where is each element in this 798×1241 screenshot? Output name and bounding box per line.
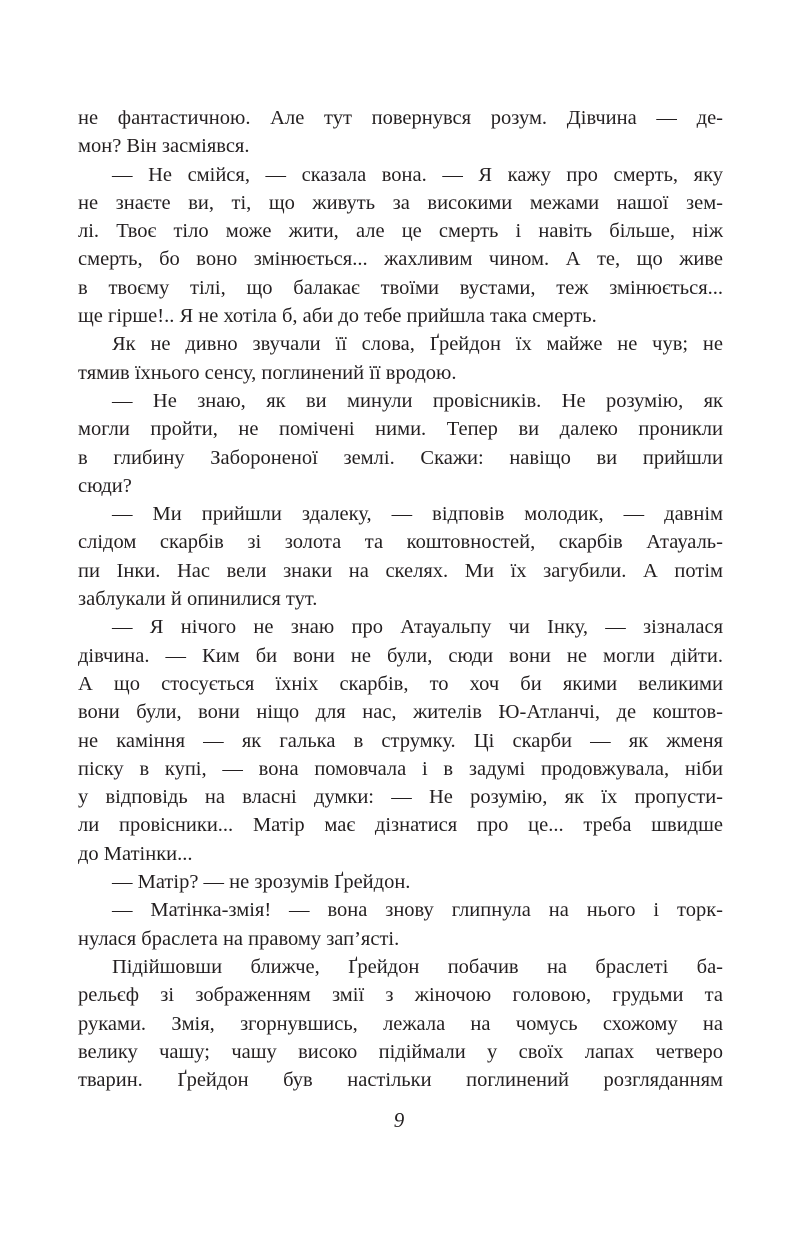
- text-line: тварин. Ґрейдон був настільки поглинений розгляданням: [78, 1069, 723, 1092]
- text-line: сюди?: [78, 474, 132, 497]
- text-line: піску в купі, — вона помовчала і в задумі продовжувала, ніби: [78, 757, 723, 780]
- paragraph: [78, 330, 723, 387]
- text-line: нулася браслета на правому зап’ясті.: [78, 927, 400, 950]
- text-line: могли пройти, не помічені ними. Тепер ви далеко проникли: [78, 418, 723, 441]
- text-line: руками. Змія, згорнувшись, лежала на чомусь схожому на: [78, 1012, 723, 1035]
- text-line: до Матінки...: [78, 842, 193, 865]
- page-number: 9: [393, 1108, 405, 1132]
- paragraph: [78, 896, 723, 953]
- text-line: не знаєте ви, ті, що живуть за високими межами нашої зем-: [78, 191, 723, 214]
- text-line: ще гірше!.. Я не хотіла б, аби до тебе прийшла така смерть.: [78, 305, 597, 328]
- text-line: пи Інки. Нас вели знаки на скелях. Ми їх загубили. А потім: [78, 559, 723, 582]
- text-line: мон? Він засміявся.: [78, 135, 250, 158]
- text-line: Підійшовши ближче, Ґрейдон побачив на браслеті ба-: [112, 955, 723, 978]
- text-line: лі. Твоє тіло може жити, але це смерть і навіть більше, ніж: [78, 220, 723, 243]
- paragraph: [78, 953, 723, 1094]
- text-line: не каміння — як галька в струмку. Ці скарби — як жменя: [78, 729, 723, 752]
- text-line: ли провісники... Матір має дізнатися про це... треба швидше: [78, 814, 723, 837]
- text-line: — Ми прийшли здалеку, — відповів молодик, — давнім: [112, 503, 723, 526]
- text-line: А що стосується їхніх скарбів, то хоч би якими великими: [78, 672, 723, 695]
- text-line: в твоєму тілі, що балакає твоїми вустами, теж змінюється...: [78, 276, 723, 299]
- text-line: дівчина. — Ким би вони не були, сюди вони не могли дійти.: [78, 644, 723, 667]
- paragraph: [78, 161, 723, 331]
- page-body-text: [78, 104, 723, 1094]
- text-line: — Матінка-змія! — вона знову глипнула на нього і торк-: [112, 899, 723, 922]
- text-line: — Матір? — не зрозумів Ґрейдон.: [112, 871, 411, 894]
- paragraph: [78, 613, 723, 868]
- text-line: велику чашу; чашу високо підіймали у своїх лапах четверо: [78, 1040, 723, 1063]
- text-line: заблукали й опинилися тут.: [78, 588, 318, 611]
- text-line: Як не дивно звучали її слова, Ґрейдон їх майже не чув; не: [112, 333, 723, 356]
- paragraph: [78, 104, 723, 161]
- text-line: — Не смійся, — сказала вона. — Я кажу про смерть, яку: [112, 163, 723, 186]
- text-line: слідом скарбів зі золота та коштовностей, скарбів Атауаль-: [78, 531, 723, 554]
- text-line: вони були, вони ніщо для нас, жителів Ю-Атланчі, де коштов-: [78, 701, 723, 724]
- text-line: — Не знаю, як ви минули провісників. Не розумію, як: [112, 389, 723, 412]
- text-line: рельєф зі зображенням змії з жіночою головою, грудьми та: [78, 984, 723, 1007]
- text-line: у відповідь на власні думки: — Не розумію, як їх пропусти-: [78, 786, 723, 809]
- paragraph: [78, 387, 723, 500]
- text-line: тямив їхнього сенсу, поглинений її вродою.: [78, 361, 457, 384]
- text-line: — Я нічого не знаю про Атауальпу чи Інку, — зізналася: [112, 616, 723, 639]
- paragraph: [78, 868, 723, 896]
- text-line: не фантастичною. Але тут повернувся розум. Дівчина — де-: [78, 107, 723, 129]
- paragraph: [78, 500, 723, 613]
- text-line: смерть, бо воно змінюється... жахливим чином. А те, що живе: [78, 248, 723, 271]
- text-line: в глибину Забороненої землі. Скажи: навіщо ви прийшли: [78, 446, 723, 469]
